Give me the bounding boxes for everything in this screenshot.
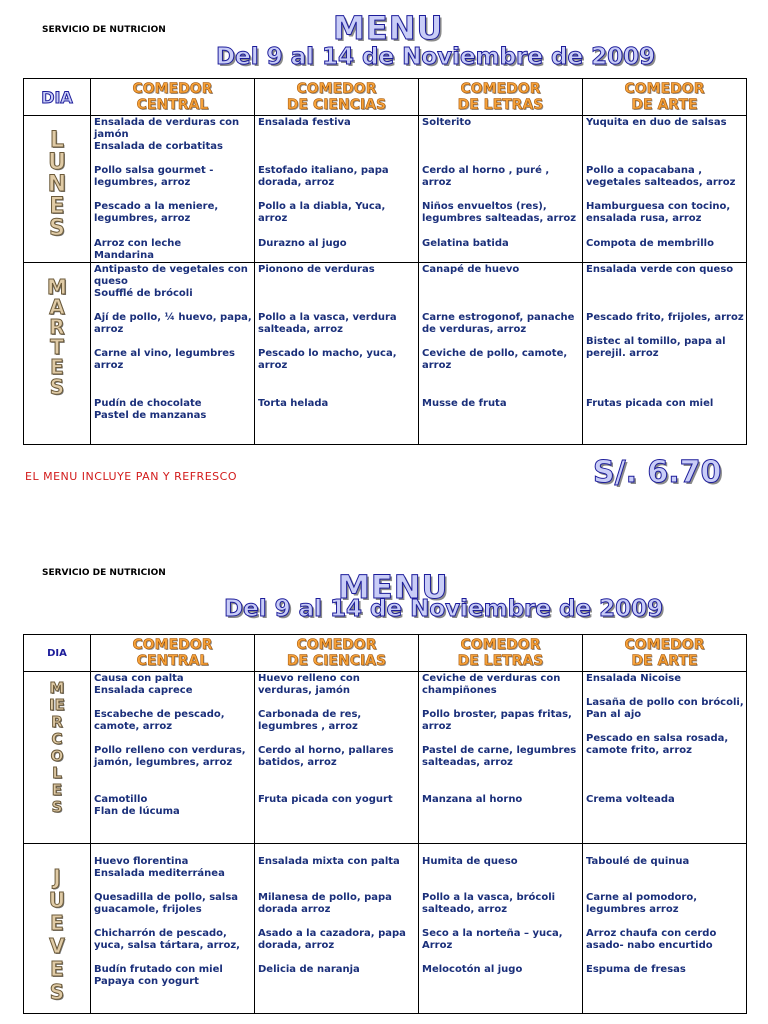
dish: Pescado frito, frijoles, arroz [586,312,744,323]
day-label-cell [24,263,91,445]
dish: Compota de membrillo [586,238,714,249]
dish: Taboulé de quinua [586,856,690,867]
cell-letras-miercoles [419,672,583,844]
cell-arte-lunes [583,116,747,263]
service-label: SERVICIO DE NUTRICION [42,25,166,35]
dish: Soufflé de brócoli [94,288,193,299]
day-label-cell [24,672,91,844]
dish: Milanesa de pollo, papa dorada arroz [258,892,392,915]
day-row-lunes [24,116,747,263]
dish: Arroz chaufa con cerdo asado- nabo encurtido [586,928,717,951]
dish: Huevo relleno con verduras, jamón [258,673,360,696]
day-name-text: LUNES [47,128,67,241]
dish: Carne al vino, legumbres arroz [94,348,236,371]
dish: Crema volteada [586,794,675,805]
header-line: DE ARTE [631,653,698,669]
dish: Papaya con yogurt [94,976,199,987]
header-line: COMEDOR [460,81,541,97]
header-line: COMEDOR [296,637,377,653]
cell-letras-martes [419,263,583,445]
day-name-text: MIERCOLES [49,679,65,816]
dish: Humita de queso [422,856,518,867]
header-line: COMEDOR [296,81,377,97]
menu-title: MENU [333,9,444,47]
day-name-miercoles [24,680,90,816]
cell-central-lunes [91,116,255,263]
dish: Cerdo al horno, pallares batidos, arroz [258,745,394,768]
dish: Ceviche de verduras con champiñones [422,673,561,696]
dish: Huevo florentina [94,856,189,867]
day-name-text: MARTES [47,275,67,399]
dish: Causa con palta [94,673,184,684]
cell-arte-miercoles [583,672,747,844]
date-range: Del 9 al 14 de Noviembre de 2009 [216,44,656,70]
dia-header: DIA [24,79,91,116]
dish: Niños envueltos (res), legumbres salteadas, arroz [422,201,577,224]
dish: Pescado lo macho, yuca, arroz [258,348,397,371]
dish: Camotillo [94,794,148,805]
dish: Pollo relleno con verduras, jamón, legumbres, arroz [94,745,246,768]
header-line: COMEDOR [132,81,213,97]
dish: Flan de lúcuma [94,806,180,817]
day-label-cell [24,844,91,1014]
dish: Pionono de verduras [258,264,375,275]
dish: Cerdo al horno , puré , arroz [422,165,550,188]
dish: Ensalada de verduras con jamón [94,117,240,140]
dish: Carne estrogonof, panache de verduras, arroz [422,312,575,335]
header-arte [583,79,747,116]
cell-central-jueves [91,844,255,1014]
dish: Espuma de fresas [586,964,686,975]
dish: Pollo a copacabana , vegetales salteados, arroz [586,165,736,188]
dish: Seco a la norteña – yuca, Arroz [422,928,563,951]
dish: Fruta picada con yogurt [258,794,393,805]
dish: Yuquita en duo de salsas [586,117,727,128]
dish: Pollo a la vasca, verdura salteada, arroz [258,312,397,335]
cell-central-martes [91,263,255,445]
dia-header: DIA [24,635,91,672]
header-line: COMEDOR [624,637,705,653]
header-line: DE LETRAS [457,653,544,669]
dish: Pastel de manzanas [94,410,207,421]
cell-ciencias-lunes [255,116,419,263]
dish: Musse de fruta [422,398,507,409]
header-arte [583,635,747,672]
service-label: SERVICIO DE NUTRICION [42,568,166,578]
header-letras [419,79,583,116]
cell-arte-jueves [583,844,747,1014]
dish: Escabeche de pescado, camote, arroz [94,709,225,732]
header-line: COMEDOR [460,637,541,653]
header-line: COMEDOR [132,637,213,653]
cell-central-miercoles [91,672,255,844]
dish: Melocotón al jugo [422,964,523,975]
header-central [91,79,255,116]
header-line: CENTRAL [136,97,209,113]
dish: Pescado en salsa rosada, camote frito, arroz [586,733,729,756]
day-row-jueves [24,844,747,1014]
dish: Budín frutado con miel [94,964,223,975]
dish: Ensalada caprece [94,685,193,696]
dish: Antipasto de vegetales con queso [94,264,248,287]
day-label-cell [24,116,91,263]
dish: Solterito [422,117,472,128]
cell-ciencias-martes [255,263,419,445]
dish: Lasaña de pollo con brócoli, Pan al ajo [586,697,744,720]
header-row [24,635,747,672]
includes-note: EL MENU INCLUYE PAN Y REFRESCO [25,470,237,483]
dish: Ensalada de corbatitas [94,141,223,152]
dish: Pescado a la meniere, legumbres, arroz [94,201,219,224]
cell-letras-lunes [419,116,583,263]
dish: Pastel de carne, legumbres salteadas, arroz [422,745,577,768]
dish: Manzana al horno [422,794,523,805]
dish: Carne al pomodoro, legumbres arroz [586,892,698,915]
dish: Pudín de chocolate [94,398,202,409]
price-label: S/. 6.70 [593,455,722,490]
dish: Estofado italiano, papa dorada, arroz [258,165,389,188]
header-letras [419,635,583,672]
menu-table-bottom [23,634,747,1014]
day-name-martes [24,277,90,397]
header-line: COMEDOR [624,81,705,97]
dish: Mandarina [94,250,154,261]
dish: Canapé de huevo [422,264,520,275]
header-line: DE ARTE [631,97,698,113]
header-row [24,79,747,116]
dish: Durazno al jugo [258,238,347,249]
cell-ciencias-jueves [255,844,419,1014]
dish: Ensalada mediterránea [94,868,225,879]
day-row-miercoles [24,672,747,844]
header-line: CENTRAL [136,653,209,669]
dish: Ensalada festiva [258,117,351,128]
day-name-text: JUEVES [48,865,66,1004]
dish: Delicia de naranja [258,964,360,975]
dish: Torta helada [258,398,329,409]
dish: Gelatina batida [422,238,509,249]
dish: Carbonada de res, legumbres , arroz [258,709,362,732]
cell-ciencias-miercoles [255,672,419,844]
dish: Arroz con leche [94,238,182,249]
dish: Quesadilla de pollo, salsa guacamole, frijoles [94,892,239,915]
dish: Asado a la cazadora, papa dorada, arroz [258,928,406,951]
menu-title: MENU [338,568,449,606]
dish: Chicharrón de pescado, yuca, salsa tártara, arroz, [94,928,240,951]
header-line: DE CIENCIAS [286,97,387,113]
header-line: DE CIENCIAS [286,653,387,669]
dish: Pollo salsa gourmet - legumbres, arroz [94,165,214,188]
header-ciencias [255,79,419,116]
day-name-jueves [24,866,90,1004]
header-ciencias [255,635,419,672]
dish: Ají de pollo, ¼ huevo, papa, arroz [94,312,252,335]
header-central [91,635,255,672]
dish: Ensalada Nicoise [586,673,681,684]
dish: Frutas picada con miel [586,398,714,409]
day-row-martes [24,263,747,445]
dish: Ensalada mixta con palta [258,856,400,867]
date-range: Del 9 al 14 de Noviembre de 2009 [224,596,664,622]
dish: Hamburguesa con tocino, ensalada rusa, arroz [586,201,731,224]
dish: Pollo broster, papas fritas, arroz [422,709,572,732]
header-line: DE LETRAS [457,97,544,113]
cell-arte-martes [583,263,747,445]
dish: Ensalada verde con queso [586,264,734,275]
dish: Pollo a la diabla, Yuca, arroz [258,201,386,224]
cell-letras-jueves [419,844,583,1014]
dish: Pollo a la vasca, brócoli salteado, arroz [422,892,556,915]
dish: Bistec al tomillo, papa al perejil. arroz [586,336,726,359]
dish: Ceviche de pollo, camote, arroz [422,348,568,371]
day-name-lunes [24,130,90,240]
menu-table-top [23,78,747,445]
